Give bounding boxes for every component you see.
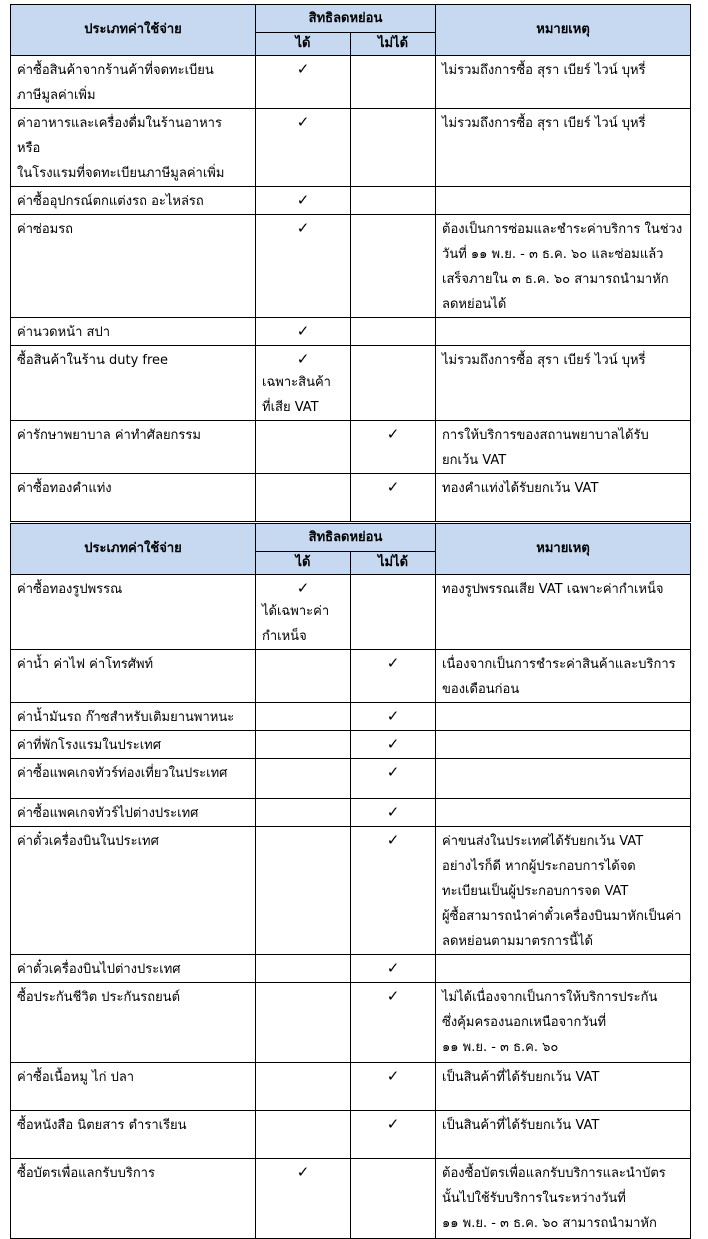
expense-type-cell [11,955,256,983]
table-row [11,421,691,474]
expense-type-text: ซื้อหนังสือ นิตยสาร ตำราเรียน [17,1118,187,1133]
expense-type-cell [11,1159,256,1239]
table-row [11,1159,691,1239]
deductible-yes-cell [256,799,351,827]
remark-text: ไม่ได้เนื่องจากเป็นการให้บริการประกัน ซึ่งคุ้มครองนอกเหนือจากวันที่ ๑๑ พ.ย. - ๓ ธ.ค. ๖๐ [442,990,658,1055]
deductible-yes-cell [256,346,351,421]
expense-type-text: ค่าตั๋วเครื่องบินไปต่างประเทศ [17,962,181,977]
expense-type-text: ซื้อประกันชีวิต ประกันรถยนต์ [17,990,181,1005]
expense-type-cell [11,703,256,731]
remark-text: ไม่รวมถึงการซื้อ สุรา เบียร์ ไวน์ บุหรี่ [442,353,646,368]
table-row [11,650,691,703]
check-icon: ✓ [386,425,400,443]
header-remarks: หมายเหตุ [436,5,691,56]
remark-cell [436,56,691,109]
header-no: ไม่ได้ [351,33,436,56]
table-row [11,318,691,346]
remark-text [436,799,690,801]
expense-type-cell [11,109,256,187]
expense-type-cell [11,1063,256,1111]
table-1-body [11,56,691,522]
expense-type-text: ค่าซื้อทองคำแท่ง [17,481,112,496]
remark-cell [436,650,691,703]
check-icon: ✓ [386,654,400,672]
deduction-table-2 [10,523,691,1239]
expense-type-text: ซื้อสินค้าในร้าน duty free [17,353,169,368]
expense-type-text: ค่าซื้อแพคเกจทัวร์ท่องเที่ยวในประเทศ [17,766,228,781]
remark-text: เป็นสินค้าที่ได้รับยกเว้น VAT [442,1070,600,1085]
deductible-yes-cell [256,827,351,955]
remark-cell [436,187,691,215]
expense-type-cell [11,346,256,421]
deductible-yes-cell [256,731,351,759]
remark-text [436,318,690,320]
table-row [11,575,691,650]
table-row [11,56,691,109]
header-no: ไม่ได้ [351,552,436,575]
expense-type-text: ค่าน้ำมันรถ ก๊าซสำหรับเติมยานพาหนะ [17,710,235,725]
check-icon: ✓ [386,831,400,849]
check-icon: ✓ [386,478,400,496]
expense-type-cell [11,318,256,346]
deductible-no-cell [351,56,436,109]
remark-cell [436,575,691,650]
header-deduction-rights: สิทธิลดหย่อน [256,5,436,33]
deductible-yes-cell [256,215,351,318]
expense-type-text: ค่าซ่อมรถ [17,222,74,237]
deductible-yes-cell [256,187,351,215]
remark-text: การให้บริการของสถานพยาบาลได้รับ ยกเว้น VAT [442,428,649,468]
remark-text [436,187,690,189]
table-row [11,799,691,827]
table-row [11,983,691,1063]
deductible-no-cell [351,1063,436,1111]
check-icon: ✓ [296,113,310,131]
remark-cell [436,731,691,759]
remark-cell [436,421,691,474]
remark-cell [436,318,691,346]
remark-cell [436,703,691,731]
remark-cell [436,759,691,799]
expense-type-cell [11,421,256,474]
expense-type-text: ค่าตั๋วเครื่องบินในประเทศ [17,834,159,849]
check-icon: ✓ [386,803,400,821]
expense-type-text: ค่าซื้ออุปกรณ์ตกแต่งรถ อะไหล่รถ [17,194,204,209]
check-icon: ✓ [386,987,400,1005]
remark-cell [436,109,691,187]
table-row [11,731,691,759]
expense-type-cell [11,187,256,215]
deductible-no-cell [351,731,436,759]
check-icon: ✓ [386,1115,400,1133]
table-row [11,474,691,522]
remark-text: เป็นสินค้าที่ได้รับยกเว้น VAT [442,1118,600,1133]
table-2-body [11,575,691,1239]
deductible-no-cell [351,346,436,421]
header-deduction-rights: สิทธิลดหย่อน [256,524,436,552]
deductible-no-cell [351,109,436,187]
remark-text [436,703,690,705]
deductible-no-cell [351,1159,436,1239]
deductible-no-cell [351,1111,436,1159]
check-icon: ✓ [386,763,400,781]
deductible-yes-cell [256,474,351,522]
deductible-no-cell [351,187,436,215]
deductible-no-cell [351,215,436,318]
remark-cell [436,955,691,983]
deductible-yes-cell [256,575,351,650]
remark-cell [436,1063,691,1111]
deductible-no-cell [351,759,436,799]
remark-text: ทองคำแท่งได้รับยกเว้น VAT [442,481,599,496]
deductible-no-cell [351,955,436,983]
remark-cell [436,1111,691,1159]
expense-type-cell [11,799,256,827]
expense-type-cell [11,215,256,318]
deductible-yes-cell [256,703,351,731]
expense-type-cell [11,731,256,759]
check-icon: ✓ [386,959,400,977]
deductible-condition-text: เฉพาะสินค้า ที่เสีย VAT [262,375,331,415]
deductible-yes-cell [256,1063,351,1111]
remark-cell [436,799,691,827]
remark-text: ไม่รวมถึงการซื้อ สุรา เบียร์ ไวน์ บุหรี่ [442,63,646,78]
header-expense-type: ประเภทค่าใช้จ่าย [11,5,256,56]
expense-type-text: ค่ารักษาพยาบาล ค่าทำศัลยกรรม [17,428,201,443]
deductible-yes-cell [256,56,351,109]
deductible-no-cell [351,703,436,731]
expense-type-text: ค่าซื้อทองรูปพรรณ [17,582,123,597]
table-row [11,703,691,731]
header-yes: ได้ [256,552,351,575]
remark-text: เนื่องจากเป็นการชำระค่าสินค้าและบริการ ของเดือนก่อน [442,657,676,697]
remark-text: ไม่รวมถึงการซื้อ สุรา เบียร์ ไวน์ บุหรี่ [442,116,646,131]
deductible-no-cell [351,827,436,955]
remark-text [436,731,690,733]
remark-cell [436,215,691,318]
expense-type-text: ค่าที่พักโรงแรมในประเทศ [17,738,161,753]
remark-cell [436,474,691,522]
deductible-yes-cell [256,1159,351,1239]
deductible-yes-cell [256,759,351,799]
header-expense-type: ประเภทค่าใช้จ่าย [11,524,256,575]
expense-type-text: ค่าซื้อแพคเกจทัวร์ไปต่างประเทศ [17,806,199,821]
expense-type-cell [11,474,256,522]
deductible-yes-cell [256,650,351,703]
expense-type-cell [11,827,256,955]
table-row [11,346,691,421]
expense-type-cell [11,575,256,650]
deductible-no-cell [351,474,436,522]
deductible-yes-cell [256,1111,351,1159]
check-icon: ✓ [296,579,310,597]
check-icon: ✓ [386,707,400,725]
remark-text [436,955,690,957]
expense-type-cell [11,983,256,1063]
deductible-no-cell [351,650,436,703]
remark-text: ต้องเป็นการซ่อมและชำระค่าบริการ ในช่วง วันที่ ๑๑ พ.ย. - ๓ ธ.ค. ๖๐ และซ่อมแล้ว เสร็จภายใน ๓ ธ.ค. ๖๐ สามารถนำมาหัก ลดหย่อนได้ [442,222,683,312]
check-icon: ✓ [296,219,310,237]
remark-cell [436,1159,691,1239]
check-icon: ✓ [296,1163,310,1181]
deductible-condition-text: ได้เฉพาะค่า กำเหน็จ [262,604,330,644]
header-remarks: หมายเหตุ [436,524,691,575]
table-row [11,955,691,983]
expense-type-cell [11,650,256,703]
check-icon: ✓ [386,1067,400,1085]
table-row [11,827,691,955]
deductible-no-cell [351,421,436,474]
deductible-no-cell [351,799,436,827]
remark-cell [436,827,691,955]
remark-text: ทองรูปพรรณเสีย VAT เฉพาะค่ากำเหน็จ [442,582,664,597]
table-row [11,1111,691,1159]
table-row [11,1063,691,1111]
remark-text: ค่าขนส่งในประเทศได้รับยกเว้น VAT อย่างไรก็ดี หากผู้ประกอบการได้จด ทะเบียนเป็นผู้ประกอบการจด VAT ผู้ซื้อสามารถนำค่าตั๋วเครื่องบินมาหักเป็นค่า ลดหย่อนตามมาตรการนี้ได้ [442,834,682,949]
expense-type-cell [11,759,256,799]
deductible-no-cell [351,983,436,1063]
deduction-table-1 [10,4,691,522]
expense-type-text: ค่าอาหารและเครื่องดื่มในร้านอาหาร หรือ ในโรงแรมที่จดทะเบียนภาษีมูลค่าเพิ่ม [17,116,225,181]
deductible-yes-cell [256,421,351,474]
expense-type-text: ค่าน้ำ ค่าไฟ ค่าโทรศัพท์ [17,657,154,672]
table-row [11,187,691,215]
remark-cell [436,983,691,1063]
deductible-no-cell [351,318,436,346]
deductible-no-cell [351,575,436,650]
expense-type-cell [11,1111,256,1159]
remark-text: ต้องซื้อบัตรเพื่อแลกรับบริการและนำบัตร นั้นไปใช้รับบริการในระหว่างวันที่ ๑๑ พ.ย. - ๓ ธ.ค. ๖๐ สามารถนำมาหัก [442,1166,666,1231]
header-yes: ได้ [256,33,351,56]
check-icon: ✓ [296,350,310,368]
remark-cell [436,346,691,421]
expense-type-text: ค่าซื้อสินค้าจากร้านค้าที่จดทะเบียน ภาษีมูลค่าเพิ่ม [17,63,214,103]
expense-type-text: ค่าซื้อเนื้อหมู ไก่ ปลา [17,1070,135,1085]
check-icon: ✓ [296,322,310,340]
check-icon: ✓ [296,60,310,78]
check-icon: ✓ [296,191,310,209]
deductible-yes-cell [256,109,351,187]
deductible-yes-cell [256,983,351,1063]
remark-text [436,759,690,761]
deductible-yes-cell [256,955,351,983]
table-row [11,109,691,187]
expense-type-text: ค่านวดหน้า สปา [17,325,110,340]
expense-type-text: ซื้อบัตรเพื่อแลกรับบริการ [17,1166,155,1181]
table-row [11,215,691,318]
check-icon: ✓ [386,735,400,753]
table-row [11,759,691,799]
expense-type-cell [11,56,256,109]
deductible-yes-cell [256,318,351,346]
